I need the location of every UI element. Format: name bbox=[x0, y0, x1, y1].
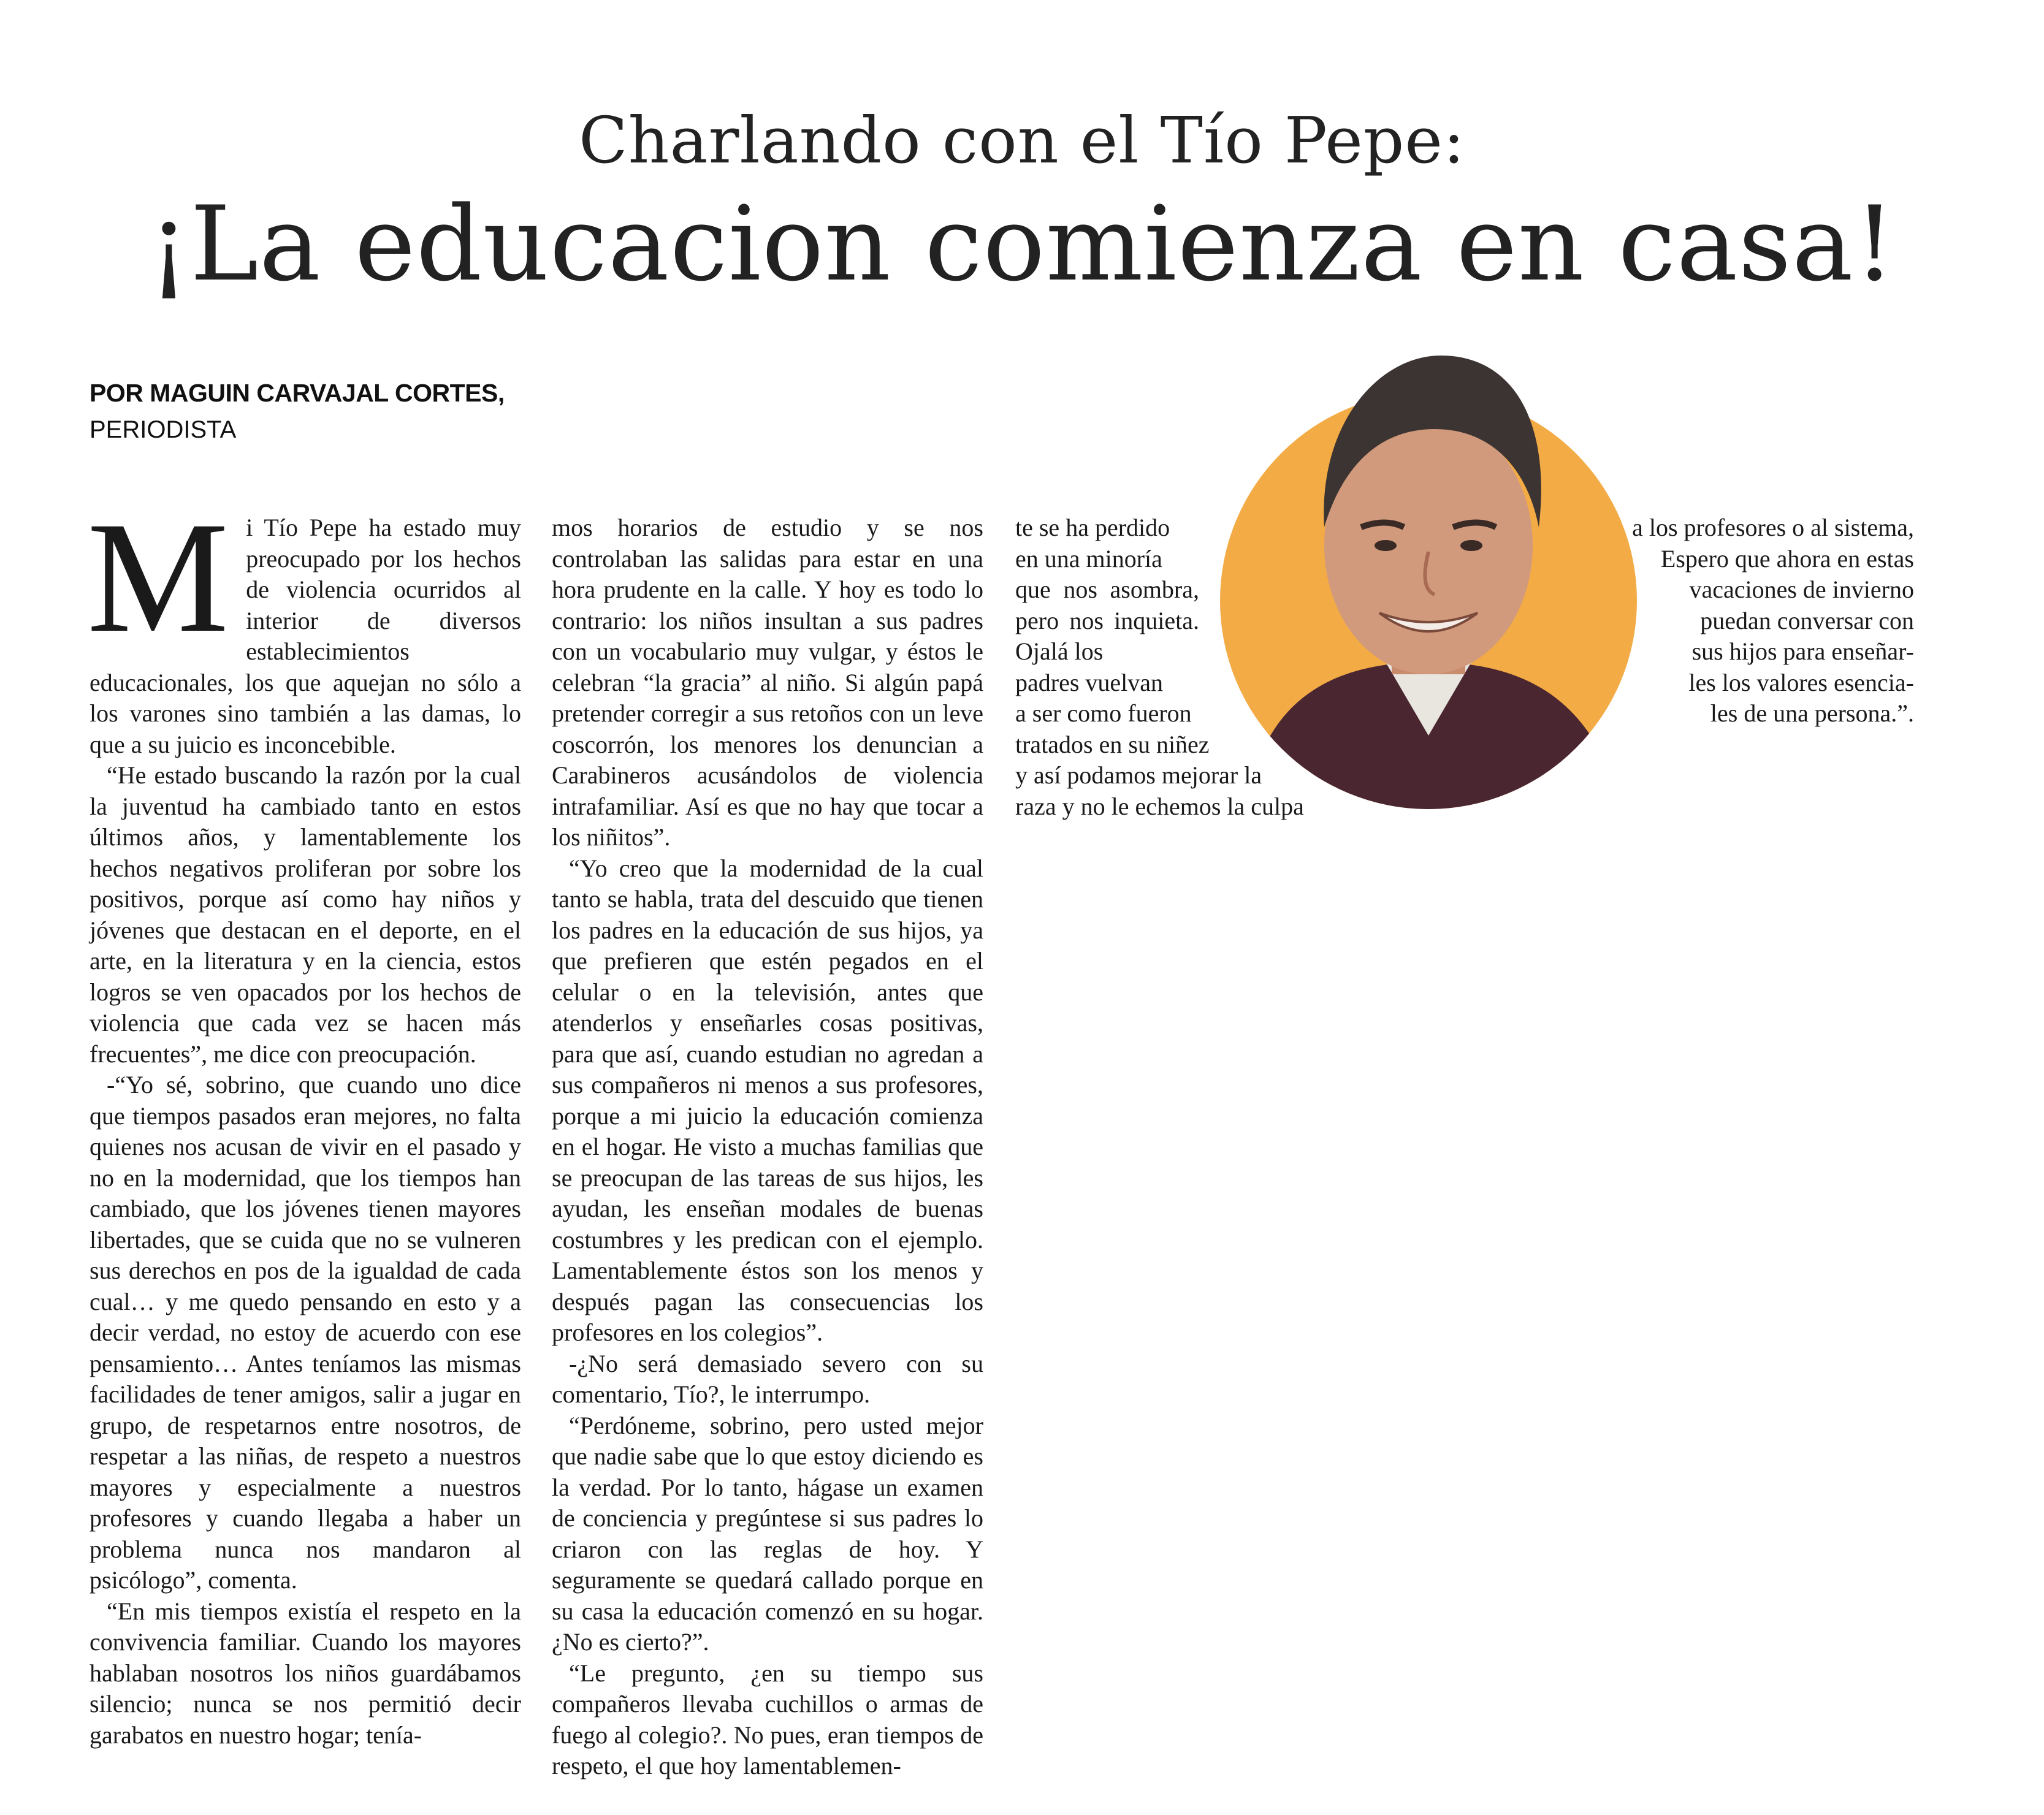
paragraph bbox=[87, 489, 521, 760]
text-line: Espero que ahora en estas bbox=[1660, 544, 1914, 573]
paragraph: -¿No será demasiado severo con su comentario, Tío?, le interrumpo. bbox=[552, 1349, 983, 1408]
text-line: raza y no le echemos la culpa bbox=[1015, 792, 1304, 820]
text-line: que nos asombra, pero nos inquieta. Ojalá los bbox=[1015, 576, 1199, 665]
article-kicker: Charlando con el Tío Pepe: bbox=[579, 103, 1465, 178]
text-line: les los valores esencia- bbox=[1688, 668, 1914, 696]
paragraph: “He estado buscando la razón por la cual la juventud ha cambiado tanto en estos últimos años, y lamentablemente los hechos negativos proliferan por sobre los positivos, porque así como hay niños y jóvenes que destacan en el deporte, en el arte, en la literatura y en la ciencia, estos logros se ven opacados por los hechos de violencia que cada vez se hacen más frecuentes”, me dice con preocupación. bbox=[90, 761, 521, 1068]
text-line: vacaciones de invierno bbox=[1689, 576, 1914, 603]
paragraph: -“Yo sé, sobrino, que cuando uno dice que tiempos pasados eran mejores, no falta quienes nos acusan de vivir en el pasado y no en la modernidad, que los tiempos han cambiado, que los jóvenes tienen mayores libertades, que se cuida que no se vulneren sus derechos en pos de la igualdad de cada cual… y me quedo pensando en esto y a decir verdad, no estoy de acuerdo con ese pensamiento… Antes teníamos las mismas facilidades de tener amigos, salir a jugar en grupo, de respetarnos entre nosotros, de respetar a las niñas, de respeto a nuestros mayores y especialmente a nuestros profesores y cuando llegaba a haber un problema nunca nos mandaron al psicólogo”, comenta. bbox=[90, 1071, 521, 1594]
portrait-photo-icon bbox=[1208, 343, 1649, 821]
paragraph: “Le pregunto, ¿en su tiempo sus compañeros llevaba cuchillos o armas de fuego al colegio?. No pues, eran tiempos de respeto, el que hoy lamentablemen- bbox=[552, 1659, 983, 1779]
byline-author: POR MAGUIN CARVAJAL CORTES, bbox=[90, 379, 505, 407]
column-1 bbox=[87, 489, 521, 1751]
paragraph: “Perdóneme, sobrino, pero usted mejor que nadie sabe que lo que estoy diciendo es la verdad. Por lo tanto, hágase un examen de conciencia y pregúntese si sus padres lo criaron con las reglas de hoy. Y seguramente se quedará callado porque en su casa la educación comenzó en su hogar. ¿No es cierto?”. bbox=[552, 1411, 983, 1656]
text-line: tratados en su niñez bbox=[1015, 730, 1210, 758]
article-title: ¡La educacion comienza en casa! bbox=[148, 184, 1896, 304]
drop-cap: M bbox=[87, 489, 229, 666]
text-line: padres vuelvan bbox=[1015, 668, 1164, 696]
paragraph: mos horarios de estudio y se nos controlaban las salidas para estar en una hora prudente en la calle. Y hoy es todo lo contrario: los niños insultan a sus padres con un vocabulario muy vulgar, y éstos le celebran “la gracia” al niño. Si algún papá pretender corregir a sus retoños con un leve coscorrón, los menores los denuncian a Carabineros acusándolos de violencia intrafamiliar. Así es que no hay que tocar a los niñitos”. bbox=[552, 514, 983, 851]
text-line: les de una persona.”. bbox=[1710, 699, 1914, 727]
text-line: puedan conversar con bbox=[1700, 606, 1914, 634]
paragraph: “En mis tiempos existía el respeto en la convivencia familiar. Cuando los mayores hablaban nosotros los niños guardábamos silencio; nunca se nos permitió decir garabatos en nuestro hogar; tenía- bbox=[90, 1597, 521, 1749]
text-line: sus hijos para enseñar- bbox=[1691, 637, 1914, 665]
byline-role: PERIODISTA bbox=[90, 416, 237, 443]
text-line: te se ha perdido bbox=[1015, 514, 1170, 541]
paragraph: “Yo creo que la modernidad de la cual tanto se habla, trata del descuido que tienen los padres en la educación de sus hijos, ya que prefieren que estén pegados en el celular o en la televisión, antes que atenderlos y enseñarles cosas positivas, para que así, cuando estudian no agredan a sus compañeros ni menos a sus profesores, porque a mi juicio la educación comienza en el hogar. He visto a muchas familias que se preocupan de las tareas de sus hijos, les ayudan, les enseñan modales de buenas costumbres y les predican con el ejemplo. Lamentablemente éstos son los menos y después pagan las consecuencias los profesores en los colegios”. bbox=[552, 854, 983, 1346]
text-line: y así podamos mejorar la bbox=[1015, 761, 1262, 789]
text-line: en una minoría bbox=[1015, 544, 1162, 573]
text-line: a ser como fueron bbox=[1015, 699, 1192, 727]
byline bbox=[90, 379, 505, 444]
paragraph-text: i Tío Pepe ha estado muy preocupado por los hechos de violencia ocurridos al interior de diversos establecimientos educacionales, los que aquejan no sólo a los varones sino también a las damas, lo que a su juicio es inconcebible. bbox=[90, 514, 521, 758]
text-line: a los profesores o al sistema, bbox=[1632, 514, 1914, 541]
column-2 bbox=[552, 512, 983, 1782]
